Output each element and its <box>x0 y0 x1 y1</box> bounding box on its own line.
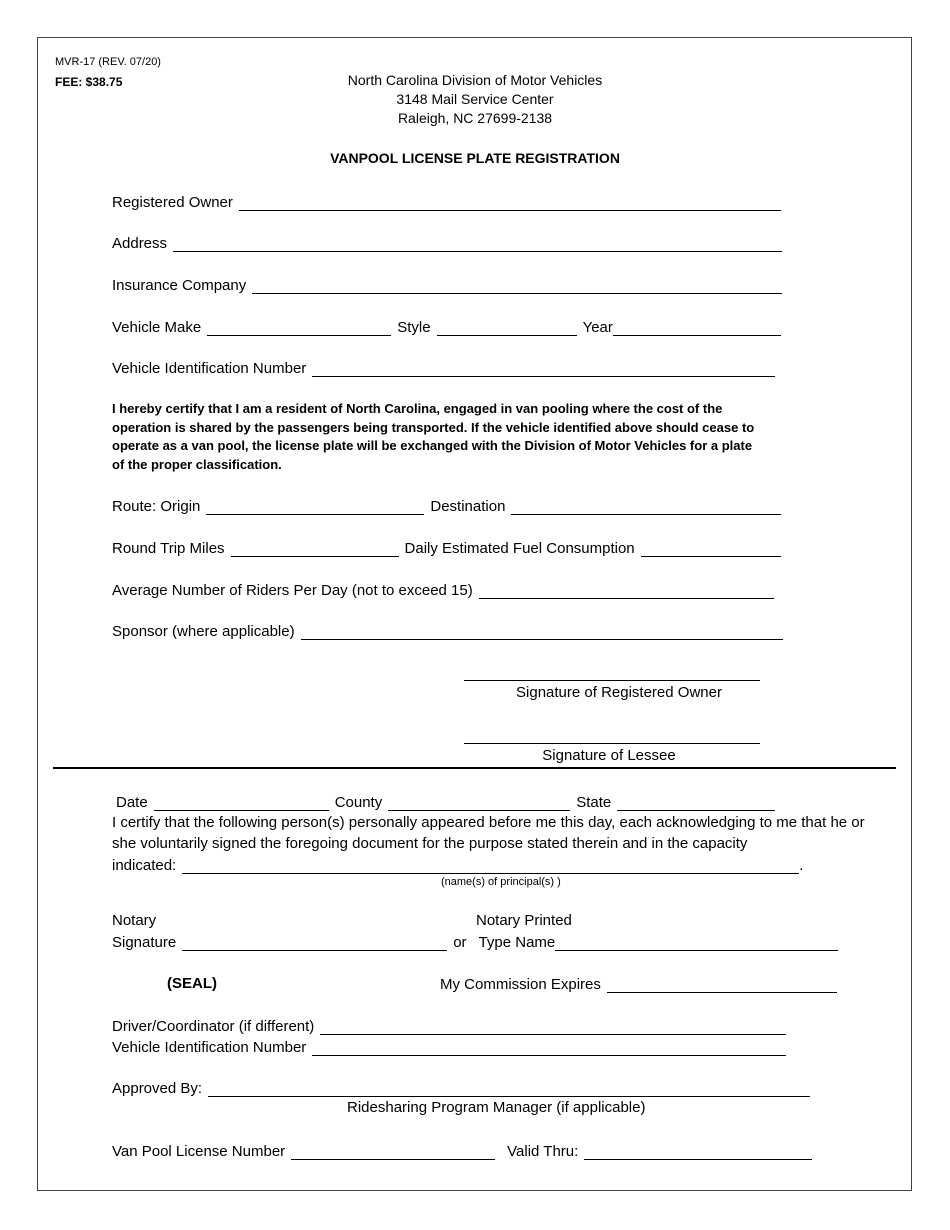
year-label: Year <box>582 319 613 336</box>
indicated-label: indicated: <box>112 857 177 874</box>
sponsor-field[interactable] <box>301 625 783 640</box>
destination-field[interactable] <box>511 500 781 515</box>
section-divider <box>53 767 896 769</box>
license-row <box>112 1140 812 1160</box>
notary-signature-row <box>112 931 838 951</box>
owner-signature-line[interactable] <box>464 680 760 681</box>
riders-row <box>112 579 774 599</box>
driver-row <box>112 1015 786 1035</box>
owner-signature-label: Signature of Registered Owner <box>516 684 722 701</box>
approved-by-field[interactable] <box>208 1082 810 1097</box>
vehicle-make-row <box>112 316 781 336</box>
registered-owner-field[interactable] <box>239 196 781 211</box>
vin-row <box>112 357 775 377</box>
vehicle-make-label: Vehicle Make <box>112 319 202 336</box>
program-manager-caption: Ridesharing Program Manager (if applicable) <box>347 1099 646 1116</box>
commission-expires-label: My Commission Expires <box>440 976 601 993</box>
approved-by-row <box>112 1077 810 1097</box>
fee: FEE: $38.75 <box>55 75 123 89</box>
vehicle-make-field[interactable] <box>207 321 391 336</box>
address-field[interactable] <box>173 237 782 252</box>
notary-signature-label: Signature <box>112 934 177 951</box>
agency-address-line1: 3148 Mail Service Center <box>396 91 554 107</box>
daily-fuel-label: Daily Estimated Fuel Consumption <box>404 540 635 557</box>
avg-riders-label: Average Number of Riders Per Day (not to exceed 15) <box>112 582 473 599</box>
bottom-vin-field[interactable] <box>312 1041 786 1056</box>
county-field[interactable] <box>388 796 570 811</box>
route-origin-label: Route: Origin <box>112 498 201 515</box>
date-label: Date <box>116 794 148 811</box>
avg-riders-field[interactable] <box>479 584 774 599</box>
sponsor-row <box>112 620 783 640</box>
state-field[interactable] <box>617 796 775 811</box>
address-row <box>112 232 782 252</box>
style-label: Style <box>397 319 431 336</box>
route-origin-field[interactable] <box>206 500 424 515</box>
type-name-field[interactable] <box>555 936 838 951</box>
notary-signature-field[interactable] <box>182 936 447 951</box>
commission-row <box>440 973 837 993</box>
agency-name: North Carolina Division of Motor Vehicles <box>347 72 603 88</box>
bottom-vin-label: Vehicle Identification Number <box>112 1039 307 1056</box>
seal-label: (SEAL) <box>167 975 217 992</box>
driver-coordinator-field[interactable] <box>320 1020 786 1035</box>
registered-owner-row <box>112 191 781 211</box>
license-number-label: Van Pool License Number <box>112 1143 286 1160</box>
route-row <box>112 495 781 515</box>
year-field[interactable] <box>613 321 781 336</box>
notary-printed-label: Notary Printed <box>476 912 572 929</box>
commission-expires-field[interactable] <box>607 978 837 993</box>
agency-address-line2: Raleigh, NC 27699-2138 <box>397 110 553 126</box>
round-trip-miles-label: Round Trip Miles <box>112 540 225 557</box>
page-title: VANPOOL LICENSE PLATE REGISTRATION <box>330 150 620 166</box>
address-label: Address <box>112 235 168 252</box>
daily-fuel-field[interactable] <box>641 542 781 557</box>
valid-thru-field[interactable] <box>584 1145 812 1160</box>
date-field[interactable] <box>154 796 329 811</box>
lessee-signature-label: Signature of Lessee <box>542 747 676 764</box>
sponsor-label: Sponsor (where applicable) <box>112 623 295 640</box>
vin-label: Vehicle Identification Number <box>112 360 307 377</box>
destination-label: Destination <box>430 498 506 515</box>
date-county-state-row <box>116 791 775 811</box>
or-label: or <box>453 934 467 951</box>
vin-field[interactable] <box>312 362 775 377</box>
indicated-row <box>112 854 803 874</box>
bottom-vin-row <box>112 1036 786 1056</box>
driver-coordinator-label: Driver/Coordinator (if different) <box>112 1018 315 1035</box>
registered-owner-label: Registered Owner <box>112 194 233 211</box>
principals-caption: (name(s) of principal(s) ) <box>441 876 561 888</box>
valid-thru-label: Valid Thru: <box>507 1143 579 1160</box>
notary-label: Notary <box>112 912 157 929</box>
license-number-field[interactable] <box>291 1145 495 1160</box>
certification-text: I hereby certify that I am a resident of North Carolina, engaged in van pooling where the cost of the operation is shared by the passengers being transported. If the vehicle identified above should cease to operate as a van pool, the license plate will be exchanged with the Division of Motor Vehicles for a plate of the proper classification. <box>112 401 755 472</box>
insurance-row <box>112 274 782 294</box>
state-label: State <box>576 794 612 811</box>
type-name-label: Type Name <box>478 934 556 951</box>
insurance-company-field[interactable] <box>252 279 782 294</box>
style-field[interactable] <box>437 321 577 336</box>
form-number: MVR-17 (REV. 07/20) <box>55 56 161 68</box>
county-label: County <box>334 794 383 811</box>
indicated-period: . <box>799 857 804 874</box>
lessee-signature-line[interactable] <box>464 743 760 744</box>
approved-by-label: Approved By: <box>112 1080 203 1097</box>
miles-row <box>112 537 781 557</box>
principals-field[interactable] <box>182 859 799 874</box>
round-trip-miles-field[interactable] <box>231 542 399 557</box>
notary-statement: I certify that the following person(s) personally appeared before me this day, each acknowledging to me that he or she voluntarily signed the foregoing document for the purpose stated therein and in the capacity <box>112 814 865 852</box>
insurance-company-label: Insurance Company <box>112 277 247 294</box>
